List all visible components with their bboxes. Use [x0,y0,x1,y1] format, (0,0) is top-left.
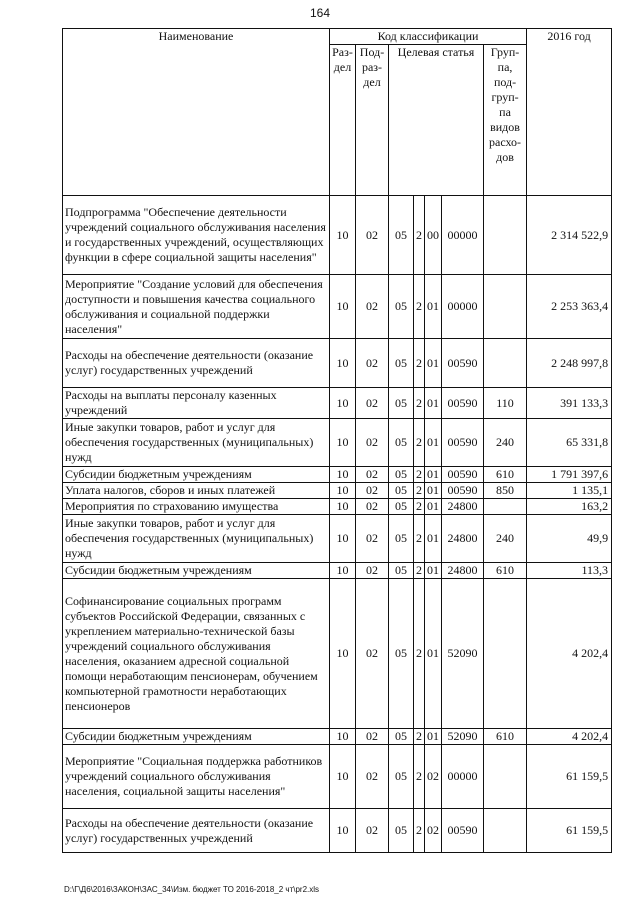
row-target-1: 05 [389,515,414,563]
row-target-1: 05 [389,275,414,339]
row-target-1: 05 [389,499,414,515]
row-target-3: 01 [425,339,442,388]
row-target-3: 01 [425,499,442,515]
row-group: 240 [484,419,527,467]
row-amount: 113,3 [527,563,612,579]
header-target: Целевая статья [389,45,484,196]
row-group [484,579,527,729]
row-razdel: 10 [330,515,356,563]
row-target-1: 05 [389,809,414,853]
table-row [63,339,612,388]
row-target-1: 05 [389,467,414,483]
row-name: Иные закупки товаров, работ и услуг для обеспечения государственных (муниципальных) нужд [63,515,330,563]
row-name: Софинансирование социальных программ субъектов Российской Федерации, связанных с укреплением материально-технической базы учреждений социального обслуживания населения, оказанием адресной социальной помощи неработающим пенсионерам, обучением компьютерной грамотности неработающих пенсионеров [63,579,330,729]
row-target-3: 01 [425,563,442,579]
row-podrazdel: 02 [356,483,389,499]
row-podrazdel: 02 [356,729,389,745]
row-razdel: 10 [330,499,356,515]
row-razdel: 10 [330,388,356,419]
row-target-1: 05 [389,419,414,467]
row-name: Мероприятие "Создание условий для обеспечения доступности и повышения качества социального обслуживания и социальной поддержки населения" [63,275,330,339]
row-amount: 65 331,8 [527,419,612,467]
row-target-2: 2 [414,467,425,483]
table-row [63,499,612,515]
row-podrazdel: 02 [356,515,389,563]
row-podrazdel: 02 [356,388,389,419]
row-target-4: 00590 [442,388,484,419]
row-amount: 2 314 522,9 [527,196,612,275]
row-target-1: 05 [389,729,414,745]
row-target-4: 00590 [442,419,484,467]
row-target-3: 02 [425,745,442,809]
row-target-2: 2 [414,515,425,563]
row-group [484,745,527,809]
row-name: Иные закупки товаров, работ и услуг для обеспечения государственных (муниципальных) нужд [63,419,330,467]
row-target-3: 01 [425,419,442,467]
row-target-4: 00590 [442,339,484,388]
budget-table [62,28,612,853]
row-target-3: 01 [425,515,442,563]
table-row [63,467,612,483]
row-target-3: 01 [425,579,442,729]
row-target-4: 24800 [442,499,484,515]
row-razdel: 10 [330,467,356,483]
row-podrazdel: 02 [356,419,389,467]
row-group: 110 [484,388,527,419]
row-target-3: 01 [425,483,442,499]
header-year: 2016 год [527,29,612,196]
row-target-2: 2 [414,499,425,515]
row-group: 610 [484,467,527,483]
row-target-4: 00590 [442,483,484,499]
row-name: Подпрограмма "Обеспечение деятельности учреждений социального обслуживания населения и государственных учреждений, осуществляющих функции в сфере социальной защиты населения" [63,196,330,275]
row-target-2: 2 [414,275,425,339]
row-amount: 61 159,5 [527,809,612,853]
row-target-4: 00000 [442,275,484,339]
row-target-1: 05 [389,196,414,275]
row-podrazdel: 02 [356,467,389,483]
table-row [63,809,612,853]
row-target-3: 01 [425,729,442,745]
row-target-2: 2 [414,563,425,579]
row-name: Субсидии бюджетным учреждениям [63,467,330,483]
row-group: 850 [484,483,527,499]
row-target-3: 01 [425,275,442,339]
row-target-3: 00 [425,196,442,275]
table-row [63,388,612,419]
row-target-3: 01 [425,388,442,419]
row-amount: 4 202,4 [527,729,612,745]
row-group [484,499,527,515]
row-target-4: 00000 [442,745,484,809]
row-target-1: 05 [389,745,414,809]
row-podrazdel: 02 [356,196,389,275]
row-amount: 2 248 997,8 [527,339,612,388]
row-name: Уплата налогов, сборов и иных платежей [63,483,330,499]
row-target-1: 05 [389,483,414,499]
row-group: 610 [484,563,527,579]
row-razdel: 10 [330,745,356,809]
table-row [63,196,612,275]
page-number: 164 [309,6,331,20]
row-amount: 163,2 [527,499,612,515]
footer-path: D:\Г\Д6\2016\ЗАКОН\ЗАС_34\Изм. бюджет ТО 2016-2018_2 чт\pr2.xls [64,885,320,894]
row-amount: 49,9 [527,515,612,563]
row-razdel: 10 [330,339,356,388]
row-name: Субсидии бюджетным учреждениям [63,729,330,745]
table-row [63,579,612,729]
row-razdel: 10 [330,563,356,579]
row-amount: 4 202,4 [527,579,612,729]
row-amount: 2 253 363,4 [527,275,612,339]
row-amount: 391 133,3 [527,388,612,419]
row-name: Расходы на обеспечение деятельности (оказание услуг) государственных учреждений [63,339,330,388]
row-target-2: 2 [414,388,425,419]
row-target-2: 2 [414,419,425,467]
row-target-1: 05 [389,563,414,579]
row-amount: 1 791 397,6 [527,467,612,483]
row-target-4: 24800 [442,563,484,579]
table-row [63,483,612,499]
row-group [484,809,527,853]
header-podrazdel: Под-раз-дел [356,45,389,196]
row-target-2: 2 [414,729,425,745]
row-target-1: 05 [389,579,414,729]
row-target-3: 02 [425,809,442,853]
row-name: Мероприятие "Социальная поддержка работников учреждений социального обслуживания населения, социальной защиты населения" [63,745,330,809]
header-name: Наименование [63,29,330,196]
row-group: 610 [484,729,527,745]
row-amount: 1 135,1 [527,483,612,499]
table-row [63,275,612,339]
row-podrazdel: 02 [356,275,389,339]
row-target-4: 00590 [442,467,484,483]
row-name: Расходы на выплаты персоналу казенных учреждений [63,388,330,419]
row-razdel: 10 [330,275,356,339]
row-podrazdel: 02 [356,579,389,729]
header-razdel: Раз-дел [330,45,356,196]
row-target-4: 24800 [442,515,484,563]
row-group [484,339,527,388]
row-razdel: 10 [330,419,356,467]
row-name: Субсидии бюджетным учреждениям [63,563,330,579]
row-name: Мероприятия по страхованию имущества [63,499,330,515]
row-amount: 61 159,5 [527,745,612,809]
header-code: Код классификации [330,29,527,45]
row-group [484,196,527,275]
table-row [63,563,612,579]
row-podrazdel: 02 [356,745,389,809]
row-razdel: 10 [330,729,356,745]
row-target-2: 2 [414,579,425,729]
row-razdel: 10 [330,483,356,499]
row-razdel: 10 [330,579,356,729]
row-target-2: 2 [414,339,425,388]
row-target-1: 05 [389,388,414,419]
row-podrazdel: 02 [356,339,389,388]
row-target-3: 01 [425,467,442,483]
row-group [484,275,527,339]
row-podrazdel: 02 [356,499,389,515]
row-target-4: 52090 [442,579,484,729]
row-target-2: 2 [414,809,425,853]
row-podrazdel: 02 [356,809,389,853]
table-row [63,745,612,809]
table-row [63,515,612,563]
row-razdel: 10 [330,196,356,275]
row-target-2: 2 [414,196,425,275]
row-target-2: 2 [414,483,425,499]
row-name: Расходы на обеспечение деятельности (оказание услуг) государственных учреждений [63,809,330,853]
header-group: Груп-па, под-груп-па видов расхо-дов [484,45,527,196]
row-target-2: 2 [414,745,425,809]
row-target-4: 52090 [442,729,484,745]
row-group: 240 [484,515,527,563]
row-target-1: 05 [389,339,414,388]
row-target-4: 00000 [442,196,484,275]
table-row [63,729,612,745]
table-row [63,419,612,467]
row-podrazdel: 02 [356,563,389,579]
row-target-4: 00590 [442,809,484,853]
row-razdel: 10 [330,809,356,853]
